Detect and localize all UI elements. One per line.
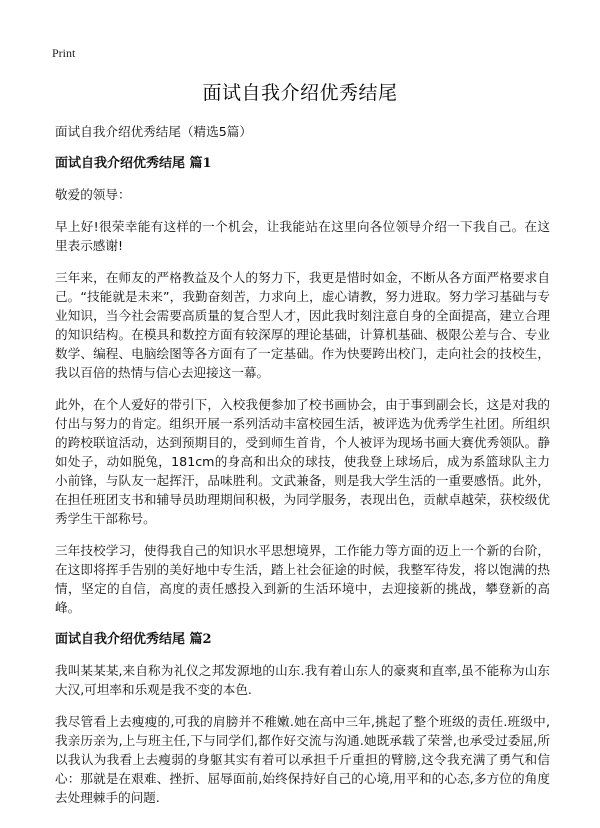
paragraph: 三年技校学习，使得我自己的知识水平思想境界，工作能力等方面的迈上一个新的台阶，在这即将挥手告别的美好地中专生活，踏上社会征途的时候，我整军待发，将以饱满的热情，坚定的自信，高度的责任感投入到新的生活环境中，去迎接新的挑战，攀登新的高峰。 [55, 543, 550, 615]
paragraph: 敬爱的领导： [55, 187, 131, 202]
page-title: 面试自我介绍优秀结尾 [202, 82, 398, 104]
document-body [55, 122, 550, 820]
paragraph: 早上好!很荣幸能有这样的一个机会，让我能站在这里向各位领导介绍一下我自己。在这里表示感谢! [55, 219, 550, 253]
paragraph: 我尽管看上去瘦瘦的,可我的肩膀并不稚嫩.她在高中三年,挑起了整个班级的责任.班级中,我亲历亲为,上与班主任,下与同学们,都作好交流与沟通.她既承载了荣誉,也承受过委屈,所以我认为我看上去瘦弱的身躯其实有着可以承担千斤重担的臂膀,这令我充满了勇气和信心：那就是在艰难、挫折、屈辱面前,始终保持好自己的心境,用平和的心态,多方位的角度去处理棘手的问题. [55, 714, 550, 805]
paragraph: 三年来，在师友的严格教益及个人的努力下，我更是惜时如金，不断从各方面严格要求自己。“技能就是未来”，我勤奋刻苦，力求向上，虚心请教，努力进取。努力学习基础与专业知识，当今社会需要高质量的复合型人才，因此我时刻注意自身的全面提高，建立合理的知识结构。在模具和数控方面有较深厚的理论基础，计算机基础、极限公差与合、专业数学、编程、电脑绘图等各方面有了一定基础。作为快要跨出校门，走向社会的技校生，我以百倍的热情与信心去迎接这一幕。 [55, 270, 550, 380]
section-heading-1: 面试自我介绍优秀结尾 篇1 [55, 156, 212, 171]
paragraph: 我叫某某某,来自称为礼仪之邦发源地的山东.我有着山东人的豪爽和直率,虽不能称为山东大汉,可坦率和乐观是我不变的本色. [55, 663, 550, 697]
section-heading-2: 面试自我介绍优秀结尾 篇2 [55, 632, 212, 647]
print-link[interactable]: Print [52, 46, 76, 60]
paragraph: 此外，在个人爱好的带引下，入校我便参加了校书画协会，由于事到副会长，这是对我的付出与努力的肯定。组织开展一系列活动丰富校园生活，被评选为优秀学生社团。所组织的跨校联谊活动，达到预期目的，受到师生首肯，个人被评为现场书画大赛优秀领队。静如处子，动如脱兔，181cm的身高和出众的球技，使我登上球场后，成为系篮球队主力小前锋，与队友一起挥汗，品味胜利。文武兼备，则是我大学生活的一重要感悟。此外，在担任班团支书和辅导员助理期间积极，为同学服务，表现出色，贡献卓越荣，获校级优秀学生干部称号。 [55, 397, 550, 526]
document-subtitle: 面试自我介绍优秀结尾（精选5篇） [55, 124, 252, 139]
